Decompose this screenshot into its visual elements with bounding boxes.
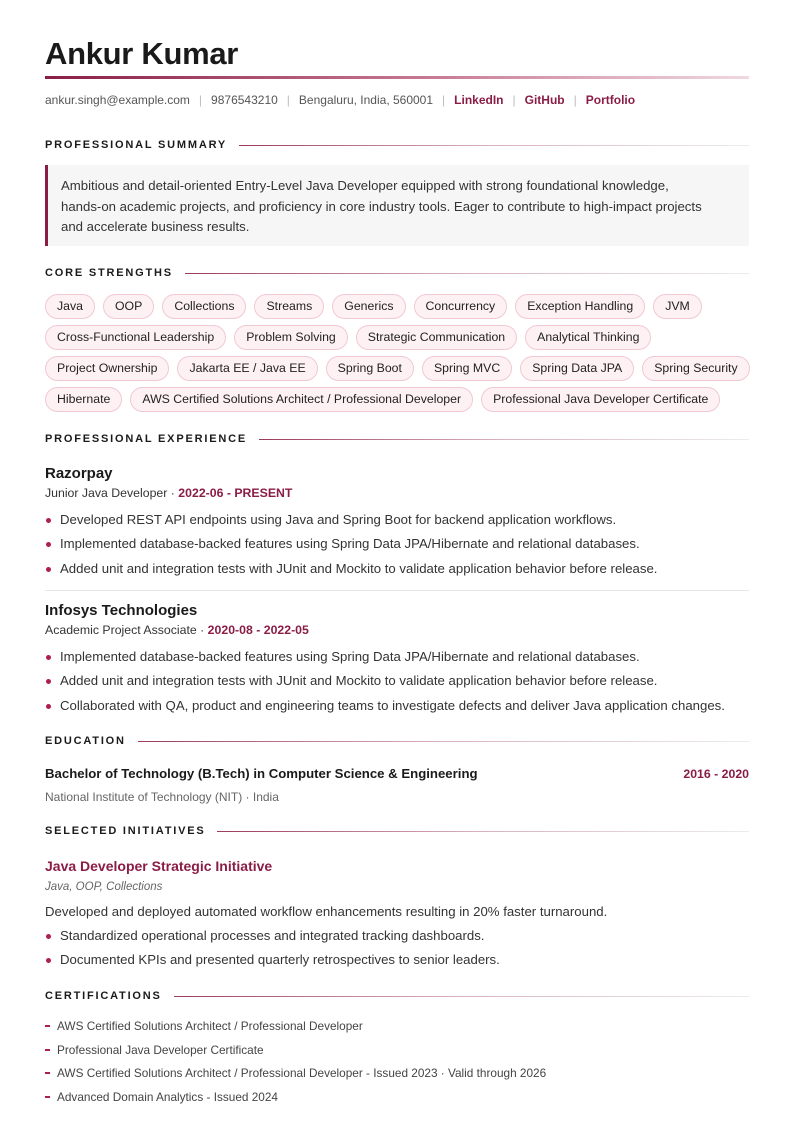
strengths-section-heading	[45, 267, 749, 279]
job-bullet: Collaborated with QA, product and engineering teams to investigate defects and deliver Java application changes.	[45, 696, 765, 720]
initiative-bullet: Standardized operational processes and integrated tracking dashboards.	[45, 926, 765, 950]
skill-chip: Streams	[254, 294, 324, 319]
contact-separator: |	[573, 93, 577, 107]
initiative-bullet-list	[45, 926, 765, 975]
skill-chip: Collections	[162, 294, 246, 319]
initiative-bullet: Documented KPIs and presented quarterly retrospectives to senior leaders.	[45, 950, 765, 974]
certifications-section-heading	[45, 990, 749, 1002]
job-bullet: Added unit and integration tests with JUnit and Mockito to validate application behavior before release.	[45, 559, 765, 583]
skills-chip-list	[45, 294, 749, 418]
summary-line: and accelerate business results.	[61, 219, 250, 234]
contact-line	[45, 93, 635, 107]
certification-item: Professional Java Developer Certificate	[45, 1041, 546, 1065]
summary-box	[45, 165, 749, 246]
job-title: Junior Java Developer	[45, 486, 168, 500]
section-title: CERTIFICATIONS	[45, 990, 162, 1002]
job-bullet: Implemented database-backed features using Spring Data JPA/Hibernate and relational databases.	[45, 534, 765, 558]
github-link[interactable]: GitHub	[524, 93, 565, 107]
job-title: Academic Project Associate	[45, 623, 197, 637]
initiative-title: Java Developer Strategic Initiative	[45, 858, 273, 874]
skill-chip: Spring Data JPA	[520, 356, 634, 381]
name-underline	[45, 76, 749, 79]
education-section-heading	[45, 735, 749, 747]
section-rule	[185, 273, 749, 274]
section-rule	[217, 831, 749, 832]
job-role-line	[45, 623, 309, 637]
school-name: National Institute of Technology (NIT) · India	[45, 790, 279, 804]
certification-item: AWS Certified Solutions Architect / Professional Developer	[45, 1017, 546, 1041]
chip-row	[45, 356, 749, 387]
skill-chip: Hibernate	[45, 387, 122, 412]
job-bullet-list	[45, 647, 765, 720]
degree-title: Bachelor of Technology (B.Tech) in Computer Science & Engineering	[45, 766, 478, 781]
contact-separator: |	[442, 93, 446, 107]
summary-line: Ambitious and detail-oriented Entry-Level Java Developer equipped with strong foundational knowledge,	[61, 178, 669, 193]
section-rule	[259, 439, 749, 440]
job-bullet: Implemented database-backed features using Spring Data JPA/Hibernate and relational databases.	[45, 647, 765, 671]
skill-chip: Professional Java Developer Certificate	[481, 387, 720, 412]
skill-chip: Strategic Communication	[356, 325, 517, 350]
contact-location: Bengaluru, India, 560001	[298, 93, 434, 107]
role-separator: ·	[200, 623, 208, 637]
initiative-description: Developed and deployed automated workflow enhancements resulting in 20% faster turnaround.	[45, 904, 608, 919]
section-title: CORE STRENGTHS	[45, 267, 173, 279]
section-rule	[174, 996, 749, 997]
initiative-tags: Java, OOP, Collections	[45, 881, 163, 893]
skill-chip: OOP	[103, 294, 154, 319]
section-title: SELECTED INITIATIVES	[45, 825, 206, 837]
summary-line: hands-on academic projects, and proficiency in core industry tools. Eager to contribute to high-impact projects	[61, 198, 702, 214]
contact-phone: 9876543210	[211, 93, 278, 107]
contact-separator: |	[512, 93, 516, 107]
contact-separator: |	[286, 93, 290, 107]
job-dates: 2020-08 - 2022-05	[207, 623, 309, 637]
skill-chip: Spring MVC	[422, 356, 512, 381]
skill-chip: AWS Certified Solutions Architect / Professional Developer	[130, 387, 473, 412]
education-dates: 2016 - 2020	[683, 767, 749, 781]
certification-list	[45, 1017, 546, 1111]
skill-chip: Generics	[332, 294, 405, 319]
contact-email[interactable]: ankur.singh@example.com	[45, 93, 190, 107]
job-bullet: Added unit and integration tests with JUnit and Mockito to validate application behavior before release.	[45, 671, 765, 695]
job-divider	[45, 590, 749, 591]
chip-row	[45, 325, 749, 356]
experience-section-heading	[45, 433, 749, 445]
skill-chip: Cross-Functional Leadership	[45, 325, 226, 350]
contact-separator: |	[198, 93, 203, 107]
skill-chip: Concurrency	[414, 294, 508, 319]
summary-section-heading	[45, 139, 749, 151]
skill-chip: Problem Solving	[234, 325, 348, 350]
linkedin-link[interactable]: LinkedIn	[454, 93, 504, 107]
certification-item: Advanced Domain Analytics - Issued 2024	[45, 1088, 546, 1112]
skill-chip: Spring Boot	[326, 356, 414, 381]
job-bullet-list	[45, 510, 765, 583]
chip-row	[45, 294, 749, 325]
company-name: Razorpay	[45, 465, 113, 482]
section-rule	[239, 145, 749, 146]
section-rule	[138, 741, 749, 742]
section-title: PROFESSIONAL SUMMARY	[45, 139, 228, 151]
section-title: PROFESSIONAL EXPERIENCE	[45, 433, 247, 445]
portfolio-link[interactable]: Portfolio	[585, 93, 636, 107]
skill-chip: Project Ownership	[45, 356, 169, 381]
skill-chip: Jakarta EE / Java EE	[177, 356, 317, 381]
candidate-name: Ankur Kumar	[45, 36, 239, 71]
skill-chip: Exception Handling	[515, 294, 645, 319]
chip-row	[45, 387, 749, 418]
job-role-line	[45, 486, 292, 500]
skill-chip: JVM	[653, 294, 702, 319]
company-name: Infosys Technologies	[45, 602, 198, 619]
skill-chip: Spring Security	[642, 356, 749, 381]
initiatives-section-heading	[45, 825, 749, 837]
job-dates: 2022-06 - PRESENT	[178, 486, 293, 500]
section-title: EDUCATION	[45, 735, 126, 747]
skill-chip: Analytical Thinking	[525, 325, 651, 350]
role-separator: ·	[170, 486, 179, 500]
job-bullet: Developed REST API endpoints using Java and Spring Boot for backend application workflows.	[45, 510, 765, 534]
skill-chip: Java	[45, 294, 95, 319]
certification-item: AWS Certified Solutions Architect / Professional Developer - Issued 2023 · Valid through 2026	[45, 1064, 546, 1088]
